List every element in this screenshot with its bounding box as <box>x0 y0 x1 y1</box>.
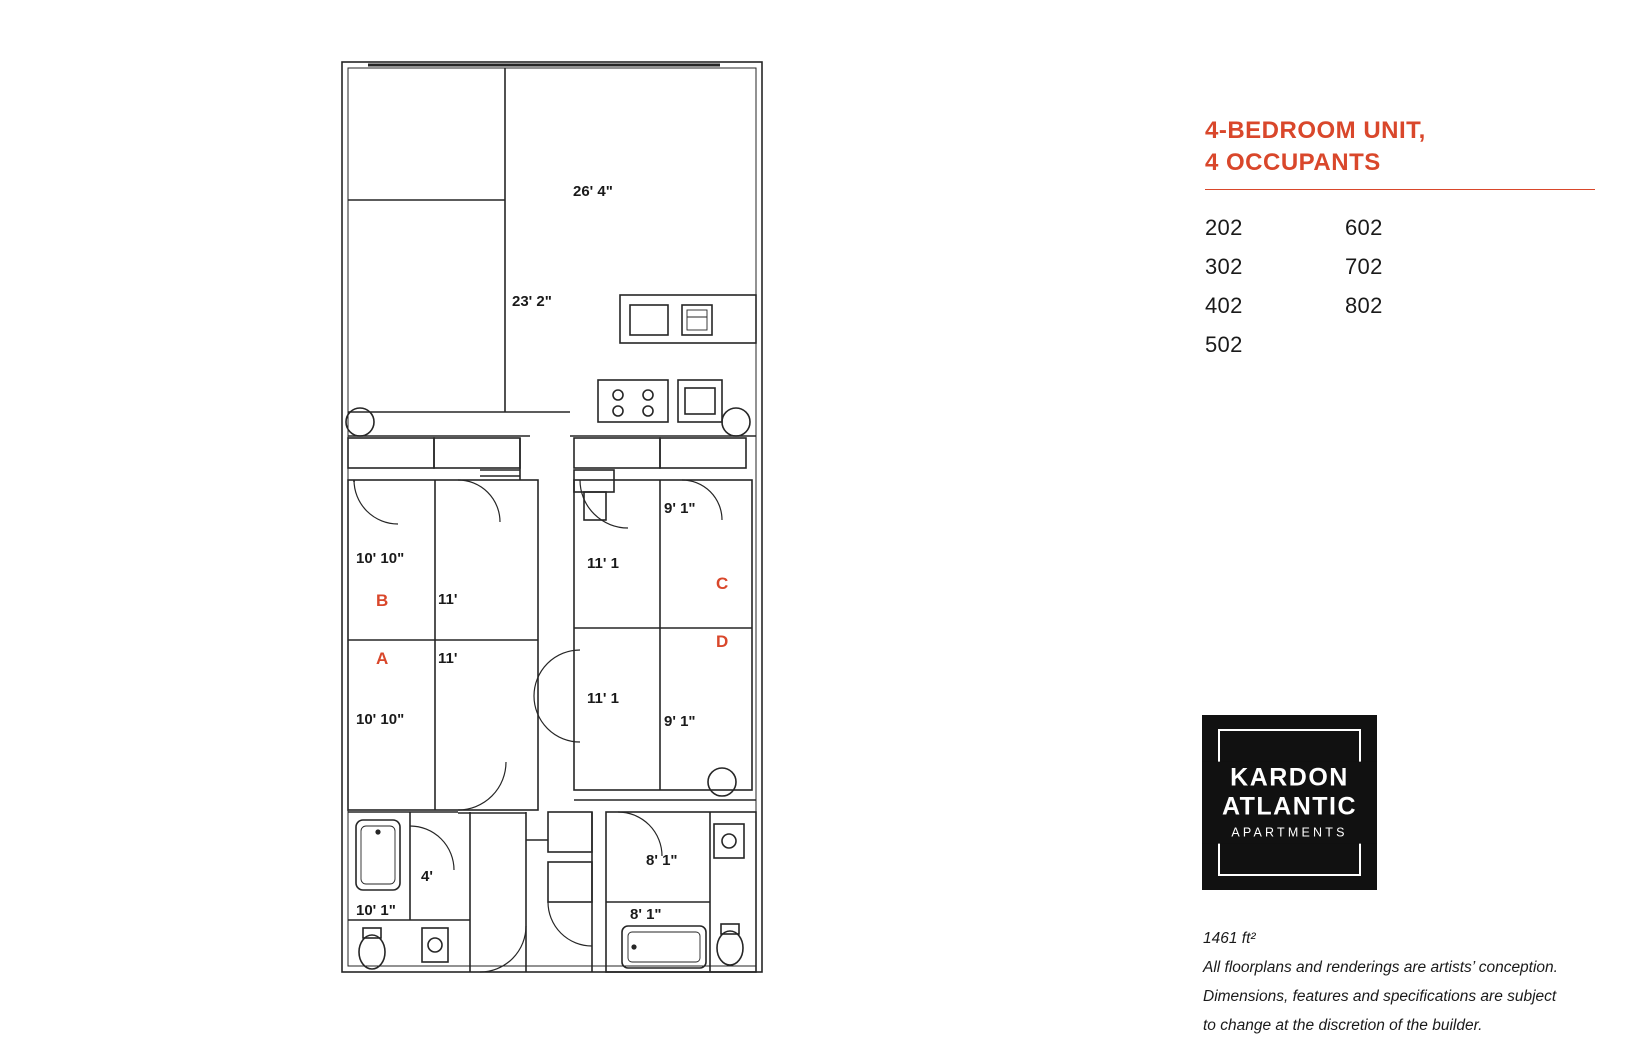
floorplan-linework <box>330 40 790 990</box>
disclaimer-line-3: to change at the discretion of the builder. <box>1203 1016 1483 1034</box>
room-label-c: C <box>716 574 729 593</box>
dimension-bedroom-d-depth: 11' 1 <box>587 690 619 707</box>
dimension-bedroom-a-depth: 11' <box>438 650 458 667</box>
logo-wordmark <box>1202 761 1377 844</box>
dimension-bedroom-b-width: 10' 10" <box>356 550 405 567</box>
unit-number-column-1 <box>1205 208 1345 365</box>
unit-number-list <box>1205 208 1605 365</box>
unit-title-line-1: 4-BEDROOM UNIT, <box>1205 117 1426 144</box>
unit-number: 602 <box>1345 214 1383 240</box>
unit-number: 702 <box>1345 253 1383 279</box>
dimension-bath-right-depth: 8' 1" <box>646 852 678 869</box>
room-label-b: B <box>376 591 389 610</box>
floorplan-diagram <box>330 40 790 990</box>
dimension-bedroom-b-depth: 11' <box>438 591 458 608</box>
unit-info-panel <box>1205 115 1605 364</box>
unit-number: 502 <box>1205 332 1243 358</box>
logo-line-atlantic: ATLANTIC <box>1221 792 1358 821</box>
kardon-atlantic-logo <box>1202 715 1377 890</box>
page-title <box>1205 115 1605 179</box>
dimension-bath-right-width: 8' 1" <box>630 906 662 923</box>
unit-title-line-2: 4 OCCUPANTS <box>1205 148 1381 176</box>
room-label-a: A <box>376 649 389 668</box>
dimension-bedroom-c-depth: 11' 1 <box>587 555 619 572</box>
square-footage: 1461 ft² <box>1203 930 1256 947</box>
disclaimer-line-1: All floorplans and renderings are artists’ conception. <box>1203 958 1558 976</box>
dimension-bedroom-c-width: 9' 1" <box>664 500 696 517</box>
logo-line-apartments: APARTMENTS <box>1231 825 1348 840</box>
room-label-d: D <box>716 632 729 651</box>
unit-number: 802 <box>1345 293 1383 319</box>
unit-number: 402 <box>1205 293 1243 319</box>
dimension-bath-left-depth: 10' 1" <box>356 902 396 919</box>
title-divider <box>1205 189 1595 190</box>
disclaimer-block <box>1203 925 1633 1041</box>
disclaimer-line-2: Dimensions, features and specifications are subject <box>1203 987 1557 1005</box>
logo-line-kardon: KARDON <box>1230 763 1349 792</box>
unit-number-column-2 <box>1345 208 1485 365</box>
dimension-bath-left-width: 4' <box>421 868 433 885</box>
dimension-bedroom-d-width: 9' 1" <box>664 713 696 730</box>
unit-number: 302 <box>1205 253 1243 279</box>
unit-number: 202 <box>1205 214 1243 240</box>
dimension-bedroom-a-width: 10' 10" <box>356 711 405 728</box>
dimension-living-depth: 23' 2" <box>512 293 552 310</box>
dimension-living-width: 26' 4" <box>573 183 613 200</box>
